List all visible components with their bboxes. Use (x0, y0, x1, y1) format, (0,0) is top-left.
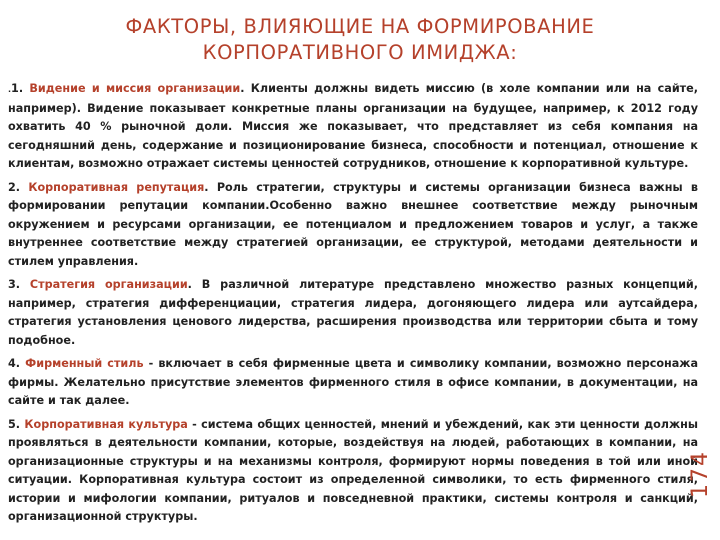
page-number: 174 (688, 450, 713, 498)
item-text: . Клиенты должны видеть миссию (в холе компании или на сайте, например). Видение показывает конкретные планы организации на будущее, например, к 2012 году охватить 40 % рыночной доли. Миссия же показывает, что представляет из себя компания на сегодняшний день, содержание и позиционирование бизнеса, способности и потенциал, отношение к клиентам, возможно отражает системы ценностей сотрудников, отношение к корпоративной культуре. (8, 82, 698, 170)
list-item-5 (8, 416, 698, 527)
slide-title (80, 14, 640, 66)
slide-title-line-2: КОРПОРАТИВНОГО ИМИДЖА: (202, 41, 518, 64)
item-number: 4. (8, 357, 21, 370)
item-number: 3. (8, 278, 21, 291)
item-keyword: Корпоративная репутация (28, 180, 205, 194)
item-keyword: Фирменный стиль (25, 357, 144, 370)
item-keyword: Видение и миссия организации (29, 82, 241, 95)
list-item-3 (8, 276, 698, 350)
item-keyword: Стратегия организации (29, 278, 188, 291)
item-prefix: . (8, 85, 12, 94)
item-number: 1. (11, 82, 24, 95)
item-text: - система общих ценностей, мнений и убеждений, как эти ценности должны проявляться в деятельности компании, которые, воздействуя на людей, работающих в компании, на организационные структуры и на механизмы контроля, формируют нормы поведения в той или иной ситуации. Корпоративная культура состоит из определенной символики, то есть фирменного стиля, истории и мифологии компании, ритуалов и повседневной практики, системы контроля и санкций, организационной структуры. (8, 417, 698, 523)
item-text: . В различной литературе представлено множество разных концепций, например, стратегия дифференциации, стратегия лидера, догоняющего лидера или аутсайдера, стратегия установления ценового лидерства, расширения производства или территории сбыта и тому подобное. (8, 278, 699, 347)
slide-body (8, 80, 698, 532)
item-text: . Роль стратегии, структуры и системы организации бизнеса важны в формировании репутации компании.Особенно важно внешнее соответствие между рыночным окружением и ресурсами организации, ее потенциалом и предложением товаров и услуг, а также внутреннее соответствие между стратегией организации, ее структурой, методами деятельности и стилем управления. (8, 180, 698, 268)
item-keyword: Корпоративная культура (24, 417, 188, 431)
item-number: 2. (8, 180, 21, 194)
list-item-4 (8, 355, 698, 411)
item-text: - включает в себя фирменные цвета и символику компании, возможно персонажа фирмы. Желательно присутствие элементов фирменного стиля в офисе компании, в документации, на сайте и так далее. (8, 357, 698, 407)
slide-title-line-1: ФАКТОРЫ, ВЛИЯЮЩИЕ НА ФОРМИРОВАНИЕ (125, 15, 595, 38)
list-item-1 (8, 80, 698, 174)
item-number: 5. (8, 417, 21, 431)
list-item-2 (8, 179, 698, 272)
